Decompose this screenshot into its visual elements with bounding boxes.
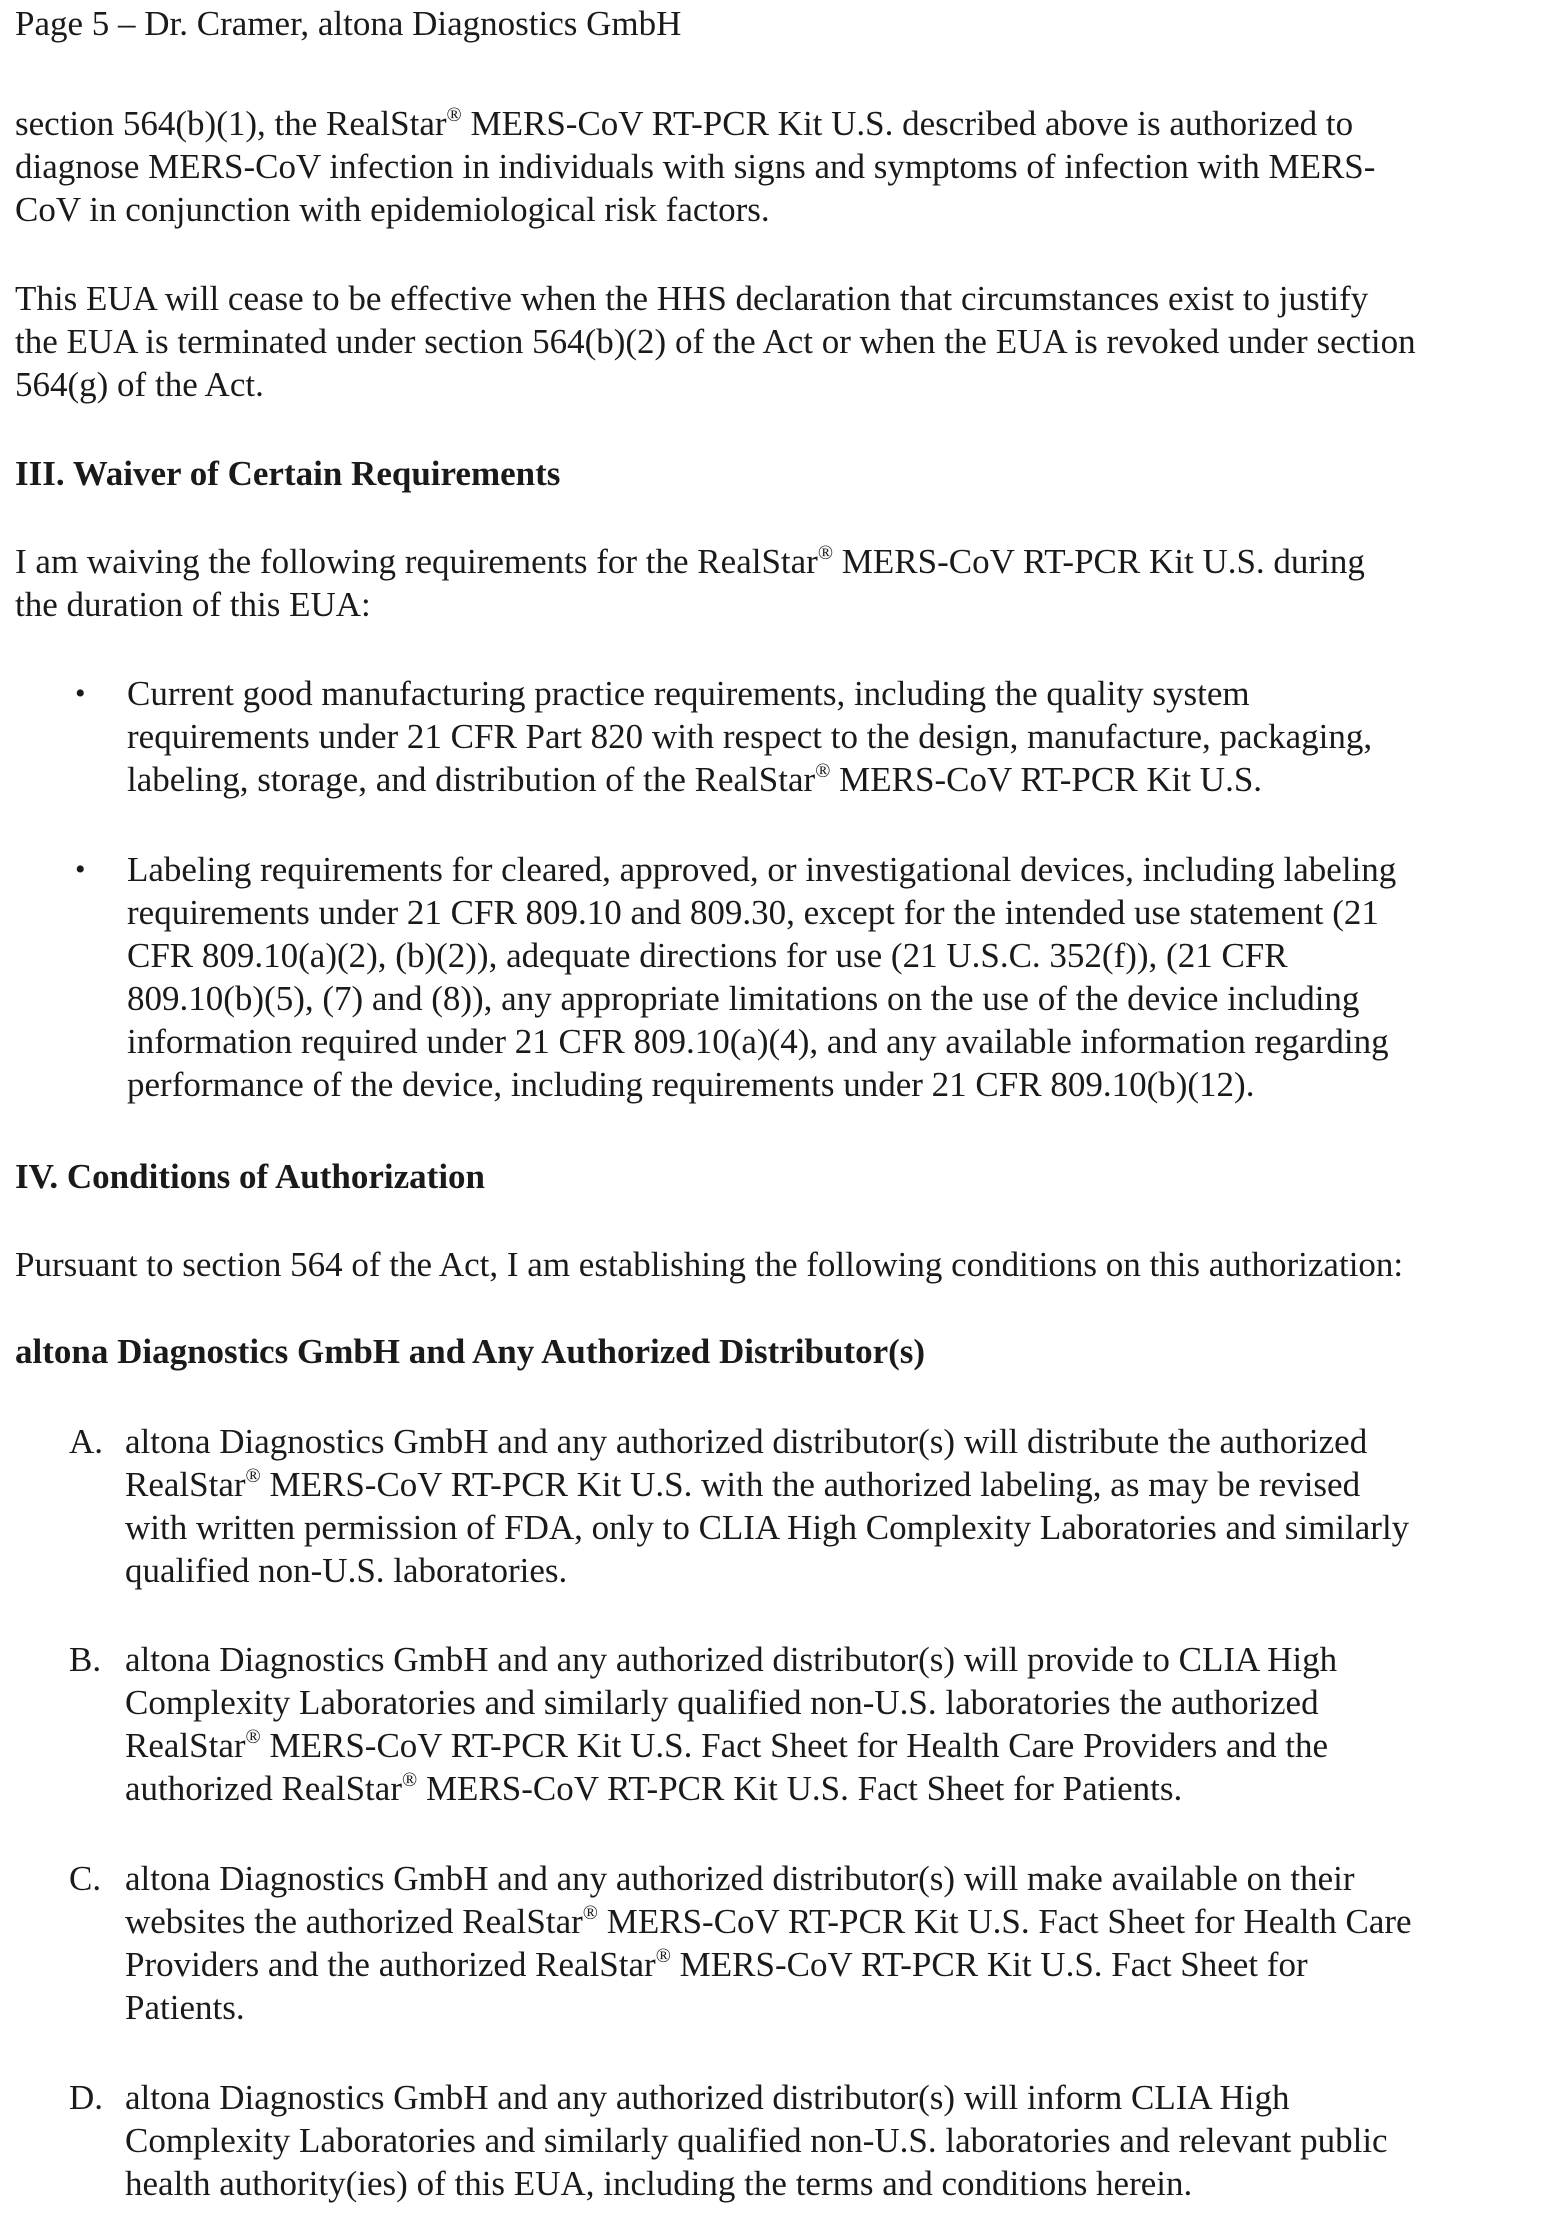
waiver-bullet-labeling: • Labeling requirements for cleared, approved, or investigational devices, including labeling requirements under 21 CFR 809.10 and 809.30, except for the intended use statement (21 CFR 809.10(a)(2), (b)(2)), adequate directions for use (21 U.S.C. 352(f)), (21 CFR 809.10(b)(5), (7) and (8)), any appropriate limitations on the use of the device including information required under 21 CFR 809.10(a)(4), and any available information regarding performance of the device, including requirements under 21 CFR 809.10(b)(12).	[75, 850, 1397, 1104]
document-page	[15, 0, 1550, 2219]
condition-letter: C.	[69, 1859, 102, 1898]
condition-letter: D.	[69, 2078, 104, 2117]
paragraph-eua-termination: This EUA will cease to be effective when the HHS declaration that circumstances exist to justify the EUA is terminated under section 564(b)(2) of the Act or when the EUA is revoked under section 564(g) of the Act.	[15, 279, 1416, 404]
section-heading-conditions: IV. Conditions of Authorization	[15, 1157, 486, 1196]
bullet-marker: •	[75, 677, 86, 710]
conditions-subheading: altona Diagnostics GmbH and Any Authorized Distributor(s)	[15, 1332, 926, 1371]
paragraph-authorization-scope: section 564(b)(1), the RealStar® MERS-CoV RT-PCR Kit U.S. described above is authorized to diagnose MERS-CoV infection in individuals with signs and symptoms of infection with MERS- CoV in conjunction with epidemiological risk factors.	[15, 104, 1376, 229]
section-heading-waiver: III. Waiver of Certain Requirements	[15, 454, 561, 493]
bullet-marker: •	[75, 853, 86, 886]
waiver-intro: I am waiving the following requirements for the RealStar® MERS-CoV RT-PCR Kit U.S. during the duration of this EUA:	[15, 542, 1365, 624]
waiver-bullet-gmp: • Current good manufacturing practice requirements, including the quality system requirements under 21 CFR Part 820 with respect to the design, manufacture, packaging, labeling, storage, and distribution of the RealStar® MERS-CoV RT-PCR Kit U.S.	[75, 674, 1373, 799]
condition-a: A. altona Diagnostics GmbH and any authorized distributor(s) will distribute the authorized RealStar® MERS-CoV RT-PCR Kit U.S. with the authorized labeling, as may be revised with written permission of FDA, only to CLIA High Complexity Laboratories and similarly qualified non-U.S. laboratories.	[69, 1422, 1410, 1590]
conditions-intro: Pursuant to section 564 of the Act, I am establishing the following conditions on this authorization:	[15, 1245, 1404, 1284]
condition-letter: A.	[69, 1422, 104, 1461]
condition-d: D. altona Diagnostics GmbH and any authorized distributor(s) will inform CLIA High Complexity Laboratories and similarly qualified non-U.S. laboratories and relevant public health authority(ies) of this EUA, including the terms and conditions herein.	[69, 2078, 1388, 2203]
condition-c: C. altona Diagnostics GmbH and any authorized distributor(s) will make available on their websites the authorized RealStar® MERS-CoV RT-PCR Kit U.S. Fact Sheet for Health Care Providers and the authorized RealStar® MERS-CoV RT-PCR Kit U.S. Fact Sheet for Patients.	[69, 1859, 1412, 2027]
page-header: Page 5 – Dr. Cramer, altona Diagnostics GmbH	[15, 4, 682, 43]
condition-b: B. altona Diagnostics GmbH and any authorized distributor(s) will provide to CLIA High Complexity Laboratories and similarly qualified non-U.S. laboratories the authorized RealStar® MERS-CoV RT-PCR Kit U.S. Fact Sheet for Health Care Providers and the authorized RealStar® MERS-CoV RT-PCR Kit U.S. Fact Sheet for Patients.	[69, 1640, 1338, 1808]
condition-letter: B.	[69, 1640, 102, 1679]
